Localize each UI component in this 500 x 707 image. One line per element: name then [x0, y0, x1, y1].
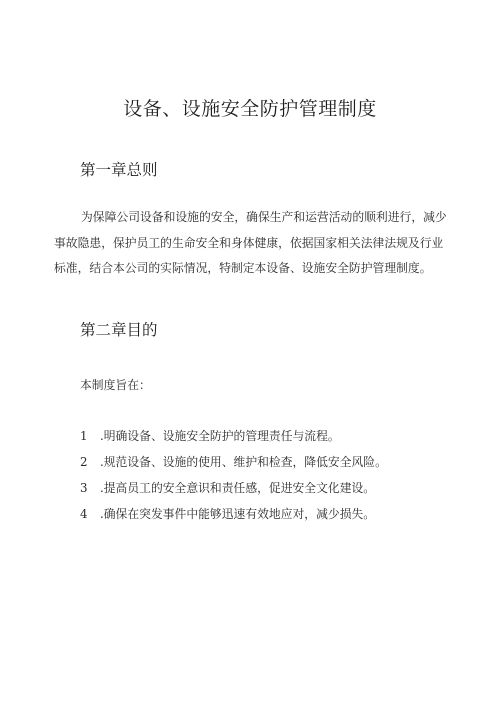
list-item-text: .提高员工的安全意识和责任感，促进安全文化建设。 [100, 481, 376, 495]
paragraph-line: 标准，结合本公司的实际情况，特制定本设备、设施安全防护管理制度。 [54, 261, 432, 275]
chapter-1-paragraph [54, 205, 446, 282]
document-title: 设备、设施安全防护管理制度 [123, 98, 377, 120]
list-item [80, 475, 387, 501]
list-item-number: 3 [80, 481, 88, 495]
paragraph-line: 事故隐患，保护员工的生命安全和身体健康，依据国家相关法律法规及行业 [54, 235, 444, 250]
list-item-number: 1 [80, 429, 88, 443]
list-item-text: .确保在突发事件中能够迅速有效地应对，减少损失。 [100, 507, 376, 521]
list-item [80, 501, 387, 527]
list-item-text: .规范设备、设施的使用、维护和检查，降低安全风险。 [100, 455, 387, 469]
purpose-list [80, 423, 387, 527]
list-item [80, 423, 387, 449]
chapter-1-heading: 第一章总则 [80, 161, 158, 179]
chapter-2-intro: 本制度旨在： [80, 378, 151, 392]
paragraph-line: 为保障公司设备和设施的安全，确保生产和运营活动的顺利进行，减少 [81, 210, 447, 224]
list-item-number: 2 [80, 455, 88, 469]
list-item-text: .明确设备、设施安全防护的管理责任与流程。 [100, 429, 340, 443]
list-item [80, 449, 387, 475]
chapter-2-heading: 第二章目的 [80, 321, 158, 339]
list-item-number: 4 [80, 507, 88, 521]
